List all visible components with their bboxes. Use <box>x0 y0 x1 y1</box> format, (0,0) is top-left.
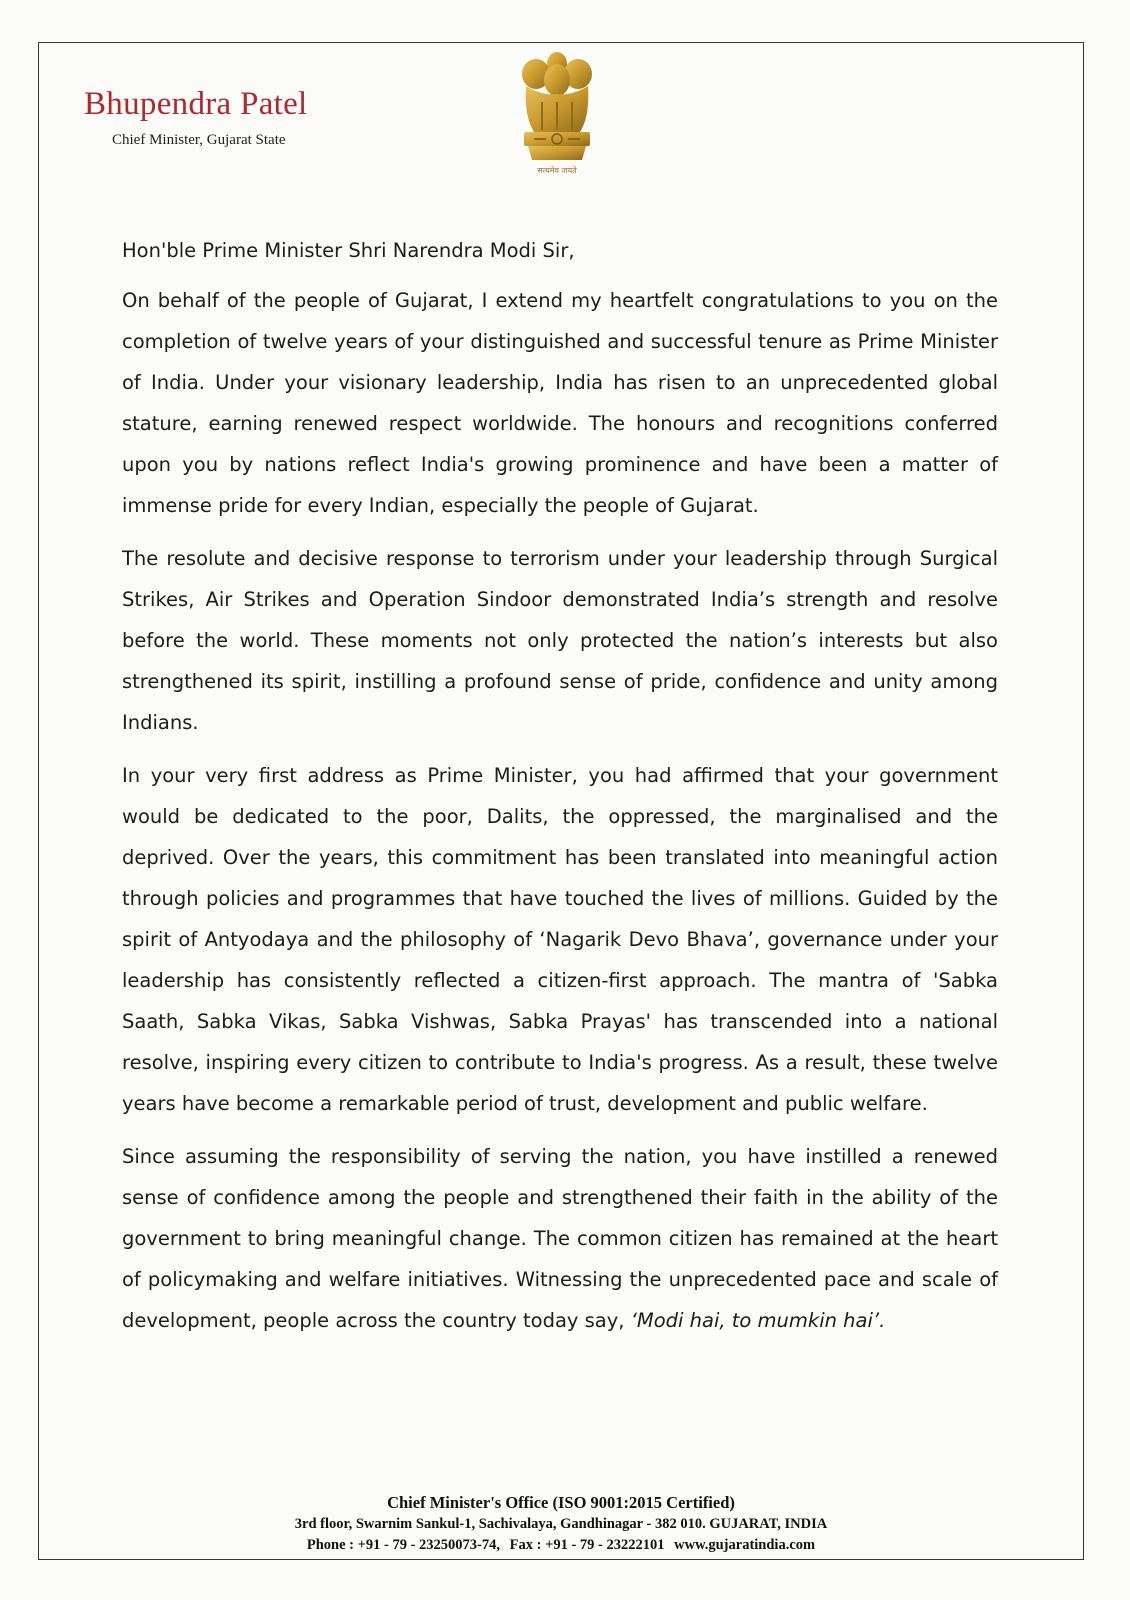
paragraph-confidence-text: Since assuming the responsibility of serving the nation, you have instilled a renewed sense of confidence among the people and strengthened their faith in the ability of the government to bring meaningful change. The common citizen has remained at the heart of policymaking and welfare initiatives. Witnessing the unprecedented pace and scale of development, people across the country today say, <box>122 1145 998 1332</box>
paragraph-terrorism-response: The resolute and decisive response to terrorism under your leadership through Surgical Strikes, Air Strikes and Operation Sindoor demonstrated India’s strength and resolve before the world. These moments not only protected the nation’s interests but also strengthened its spirit, instilling a profound sense of pride, confidence and unity among Indians. <box>122 547 998 734</box>
emblem-motto: सत्यमेव जयते <box>537 166 577 175</box>
letterhead-footer <box>38 1492 1084 1556</box>
paragraph-citizen-first: In your very first address as Prime Minister, you had affirmed that your government would be dedicated to the poor, Dalits, the oppressed, the marginalised and the deprived. Over the years, this commitment has been translated into meaningful action through policies and programmes that have touched the lives of millions. Guided by the spirit of Antyodaya and the philosophy of ‘Nagarik Devo Bhava’, governance under your leadership has consistently reflected a citizen-first approach. The mantra of 'Sabka Saath, Sabka Vikas, Sabka Vishwas, Sabka Prayas' has transcended into a national resolve, inspiring every citizen to contribute to India's progress. As a result, these twelve years have become a remarkable period of trust, development and public welfare. <box>122 764 998 1115</box>
footer-fax: Fax : +91 - 79 - 23222101 <box>509 1537 665 1553</box>
paragraph-confidence <box>122 1136 998 1341</box>
sender-name: Bhupendra Patel <box>84 86 308 122</box>
footer-address: 3rd floor, Swarnim Sankul-1, Sachivalaya, Gandhinagar - 382 010. GUJARAT, INDIA <box>294 1516 828 1532</box>
closing-quote: ‘Modi hai, to mumkin hai’. <box>630 1309 886 1332</box>
sender-title: Chief Minister, Gujarat State <box>112 132 286 148</box>
footer-website: www.gujaratindia.com <box>674 1537 816 1553</box>
footer-phone: Phone : +91 - 79 - 23250073-74, <box>306 1537 501 1553</box>
footer-office: Chief Minister's Office (ISO 9001:2015 Certified) <box>387 1493 735 1512</box>
footer-contact <box>38 1535 1084 1556</box>
paragraph-congratulations: On behalf of the people of Gujarat, I extend my heartfelt congratulations to you on the completion of twelve years of your distinguished and successful tenure as Prime Minister of India. Under your visionary leadership, India has risen to an unprecedented global stature, earning renewed respect worldwide. The honours and recognitions conferred upon you by nations reflect India's growing prominence and have been a matter of immense pride for every Indian, especially the people of Gujarat. <box>122 289 998 517</box>
letter-body <box>122 236 998 1353</box>
ashoka-emblem-icon <box>512 46 602 180</box>
salutation: Hon'ble Prime Minister Shri Narendra Modi Sir, <box>122 239 575 262</box>
